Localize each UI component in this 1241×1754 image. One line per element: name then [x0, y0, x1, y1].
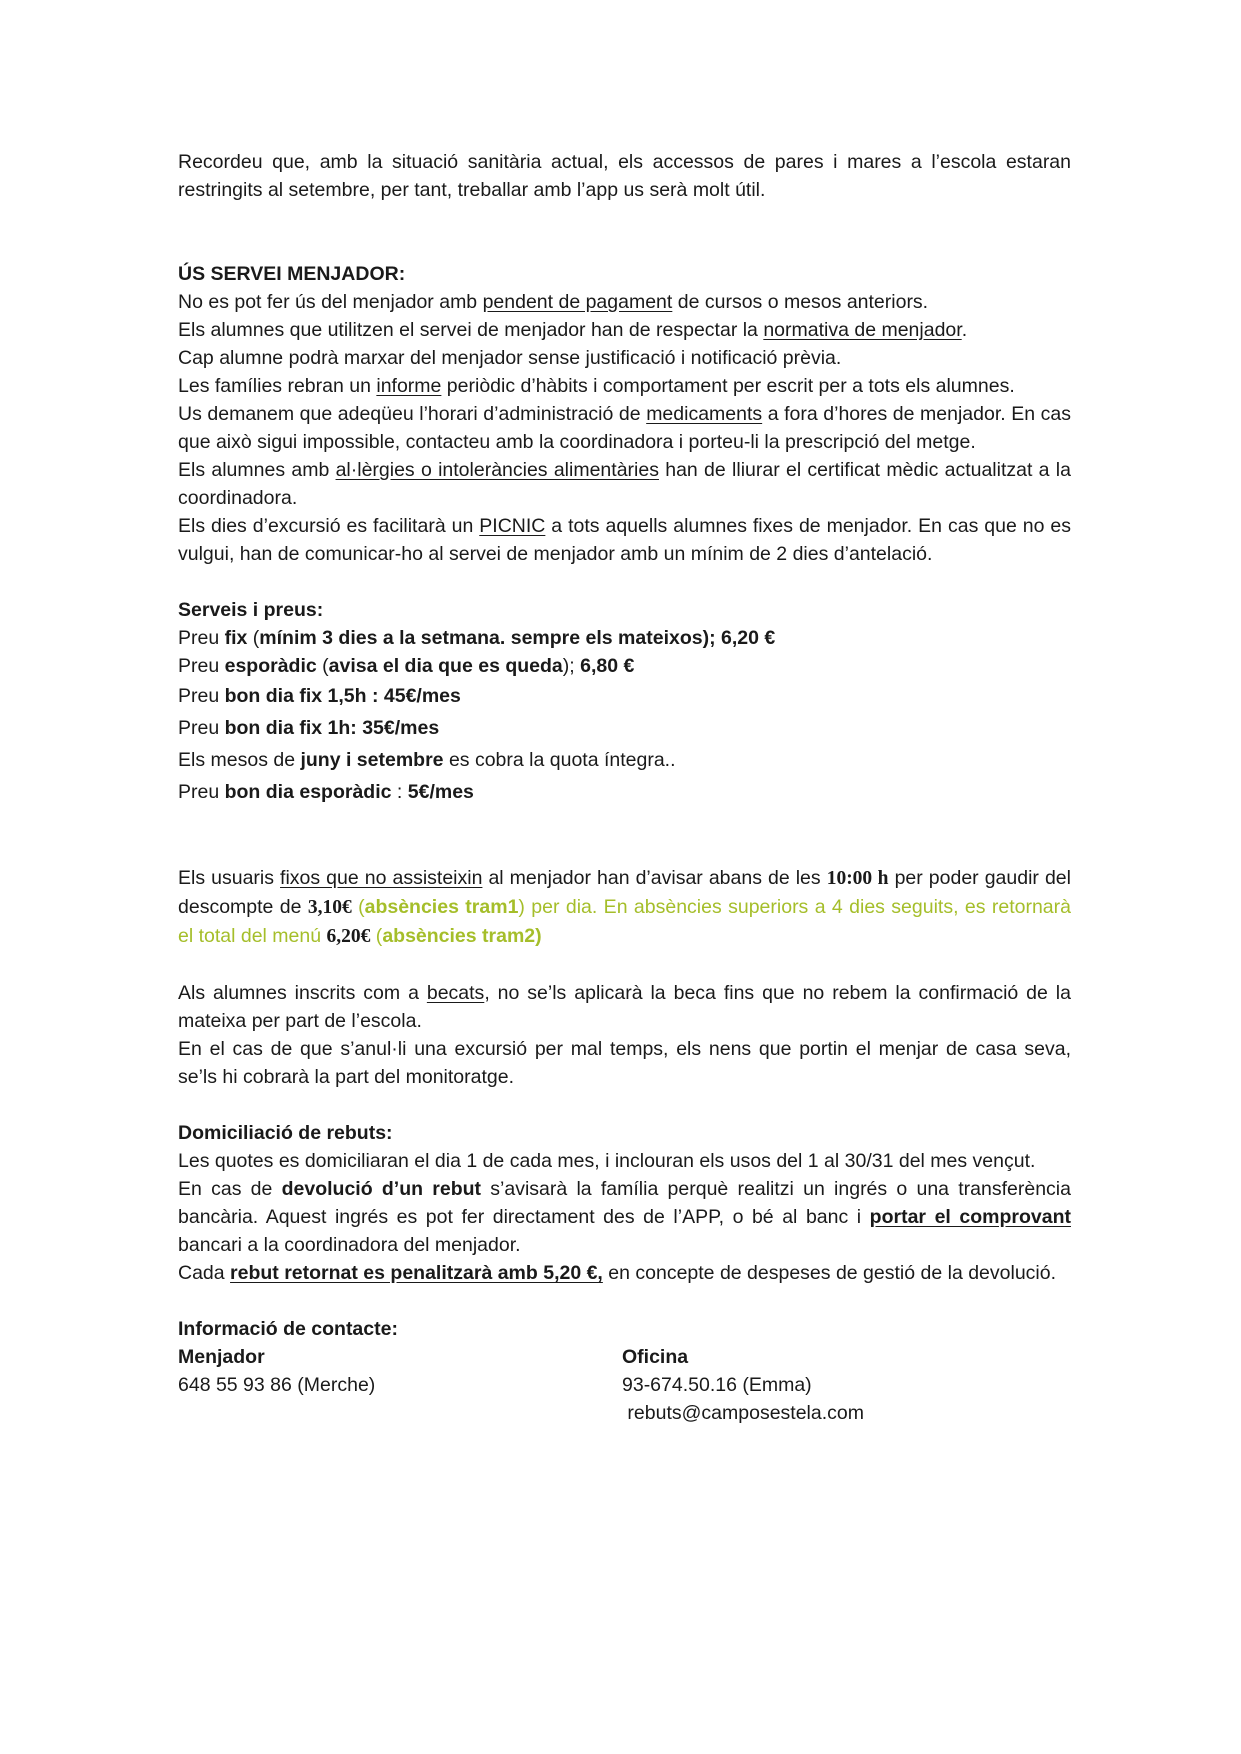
intro-paragraph: Recordeu que, amb la situació sanitària actual, els accessos de pares i mares a l’escola estaran restringits al setembre, per tant, treballar amb l’app us serà molt útil. [178, 151, 1071, 201]
contact-menjador [178, 1343, 618, 1399]
price-fix: Preu fix (mínim 3 dies a la setmana. sempre els mateixos); 6,20 € [178, 627, 776, 649]
menjador-rule-alergies: Els alumnes amb al·lèrgies o intoleràncies alimentàries han de lliurar el certificat mèdic actualitzat a la coordinadora. [178, 459, 1071, 509]
menjador-phone: 648 55 93 86 (Merche) [178, 1374, 376, 1396]
absencies-tram1-label: absències tram1 [364, 896, 519, 918]
menjador-heading: ÚS SERVEI MENJADOR: [178, 263, 406, 285]
picnic-link: PICNIC [479, 515, 546, 537]
medicaments-link: medicaments [646, 403, 763, 425]
absencies-paragraph: Els usuaris fixos que no assisteixin al menjador han d’avisar abans de les 10:00 h per poder gaudir del descompte de 3,10€ (absències tram1) per dia. En absències superiors a 4 dies seguits, es retornarà el total del menú 6,20€ (absències tram2) [178, 867, 1071, 947]
menjador-rule-picnic: Els dies d’excursió es facilitarà un PICNIC a tots aquells alumnes fixes de menjador. En cas que no es vulgui, han de comunicar-ho al servei de menjador amb un mínim de 2 dies d’antelació. [178, 515, 1071, 565]
price-esporadic: Preu esporàdic (avisa el dia que es queda); 6,80 € [178, 655, 635, 677]
informe-link: informe [376, 375, 442, 397]
absencies-tram2-label: absències tram2) [382, 925, 542, 947]
document-page [178, 148, 1071, 1455]
becats-link: becats [426, 982, 485, 1004]
menjador-rule-medicaments: Us demanem que adeqüeu l’horari d’administració de medicaments a fora d’hores de menjador. En cas que això sigui impossible, contacteu amb la coordinadora i porteu-li la prescripció del metge. [178, 403, 1071, 453]
fixos-link: fixos que no assisteixin [280, 867, 483, 889]
price-bon-dia-fix-15h: Preu bon dia fix 1,5h : 45€/mes [178, 685, 461, 707]
pendent-pagament-link: pendent de pagament [482, 291, 673, 313]
rebuts-penalitzacio: Cada rebut retornat es penalitzarà amb 5,20 €, en concepte de despeses de gestió de la devolució. [178, 1262, 1057, 1284]
price-bon-dia-esporadic: Preu bon dia esporàdic : 5€/mes [178, 781, 474, 803]
menjador-rule-sortida: Cap alumne podrà marxar del menjador sense justificació i notificació prèvia. [178, 347, 842, 369]
rebuts-devolucio: En cas de devolució d’un rebut s’avisarà la família perquè realitzi un ingrés o una transferència bancària. Aquest ingrés es pot fer directament des de l’APP, o bé al banc i portar el comprovant bancari a la coordinadora del menjador. [178, 1178, 1071, 1256]
menjador-section [178, 260, 1071, 568]
oficina-label: Oficina [622, 1346, 689, 1368]
alergies-link: al·lèrgies o intoleràncies alimentàries [335, 459, 659, 481]
preus-heading: Serveis i preus: [178, 599, 324, 621]
preus-section [178, 596, 1071, 808]
excursio-paragraph: En el cas de que s’anul·li una excursió per mal temps, els nens que portin el menjar de casa seva, se’ls hi cobrarà la part del monitoratge. [178, 1038, 1071, 1088]
oficina-phone: 93-674.50.16 (Emma) [622, 1374, 812, 1396]
contact-oficina [622, 1343, 1071, 1427]
rebuts-heading: Domiciliació de rebuts: [178, 1122, 393, 1144]
normativa-link: normativa de menjador [763, 319, 962, 341]
menjador-rule-normativa: Els alumnes que utilitzen el servei de menjador han de respectar la normativa de menjador. [178, 319, 968, 341]
oficina-email: rebuts@camposestela.com [622, 1402, 864, 1424]
price-bon-dia-fix-1h: Preu bon dia fix 1h: 35€/mes [178, 717, 440, 739]
menjador-rule-payment: No es pot fer ús del menjador amb pendent de pagament de cursos o mesos anteriors. [178, 291, 929, 313]
quota-juny-setembre: Els mesos de juny i setembre es cobra la quota íntegra.. [178, 749, 676, 771]
rebuts-section [178, 1119, 1071, 1287]
contacte-section [178, 1315, 1071, 1455]
menjador-rule-informe: Les famílies rebran un informe periòdic d’hàbits i comportament per escrit per a tots els alumnes. [178, 375, 1015, 397]
menjador-label: Menjador [178, 1346, 265, 1368]
contacte-heading: Informació de contacte: [178, 1318, 398, 1340]
rebuts-domiciliacio: Les quotes es domiciliaran el dia 1 de cada mes, i inclouran els usos del 1 al 30/31 del mes vençut. [178, 1150, 1036, 1172]
becats-paragraph: Als alumnes inscrits com a becats, no se’ls aplicarà la beca fins que no rebem la confirmació de la mateixa per part de l’escola. [178, 982, 1071, 1032]
